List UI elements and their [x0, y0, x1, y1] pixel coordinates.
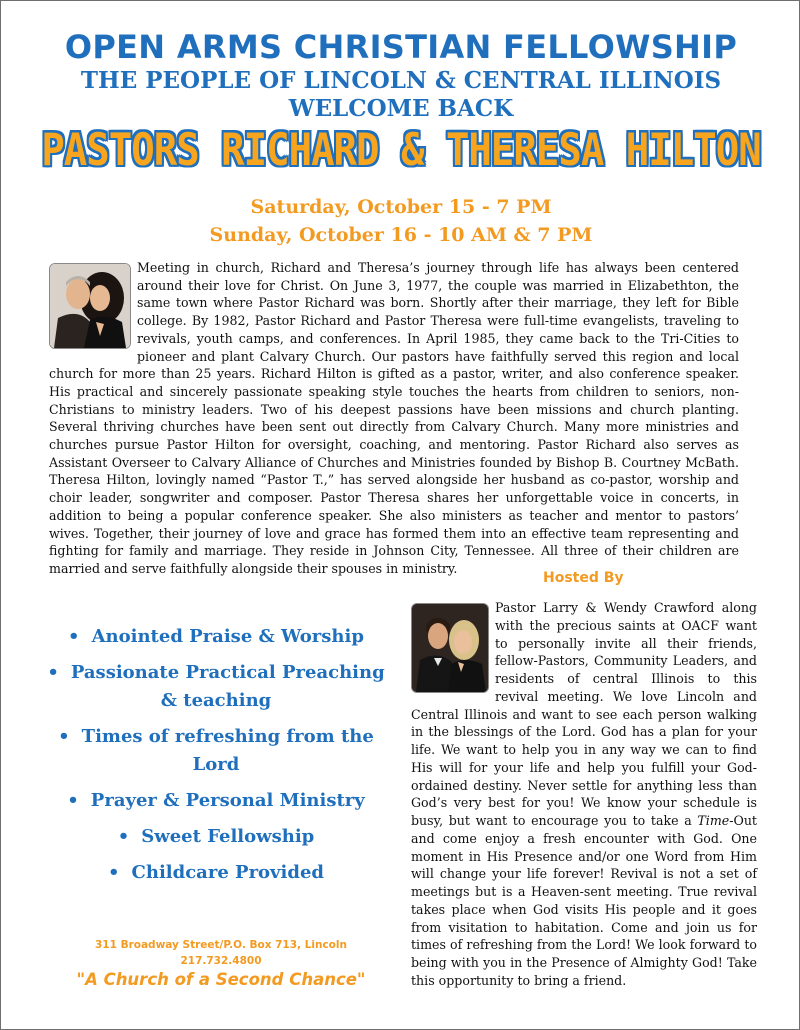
- feature-item: [31, 823, 401, 851]
- bullet-icon: •: [117, 826, 130, 847]
- people-line-heading: THE PEOPLE OF LINCOLN & CENTRAL ILLINOIS: [80, 67, 722, 94]
- feature-label: Prayer & Personal Ministry: [90, 790, 365, 811]
- host-text-start: Pastor Larry & Wendy Crawford along with the precious saints at OACF want to personally invite all their friends, fellow-Pastors, Community Leaders, and residents of central Illinois to this revival meeting. We love Lincoln and Central Illinois and want to see each person walking in the blessings of the Lord. God has a plan for your life. We want to help you in any way we can to find His will for your life and help you fulfill your God-ordained destiny. Never settle for anything less than God’s very best for you! We know your schedule is busy, but want to encourage you to take a: [411, 600, 757, 828]
- feature-item: [31, 859, 401, 887]
- feature-label: Times of refreshing from the Lord: [81, 726, 374, 775]
- bullet-icon: •: [67, 790, 79, 811]
- church-phone: 217.732.4800: [180, 955, 262, 967]
- church-slogan: "A Church of a Second Chance": [76, 970, 366, 989]
- welcome-line-heading: WELCOME BACK: [288, 95, 514, 122]
- intro-text: Meeting in church, Richard and Theresa’s journey through life has always been centered around their love for Christ. On June 3, 1977, the couple was married in Elizabethton, the same town where Pastor Richard was born. Shortly after their marriage, they left for Bible college. By 1982, Pastor Richard and Pastor Theresa were full-time evangelists, traveling to revivals, youth camps, and conferences. In April 1985, they came back to the Tri-Cities to pioneer and plant Calvary Church. Our pastors have faithfully served this region and local church for more than 25 years. Richard Hilton is gifted as a pastor, writer, and also conference speaker. His practical and sincerely passionate speaking style touches the hearts from children to seniors, non-Christians to ministry leaders. Two of his deepest passions have been missions and church planting. Several thriving churches have been sent out directly from Calvary Church. Many more ministries and churches pursue Pastor Hilton for oversight, coaching, and mentoring. Pastor Richard also serves as Assistant Overseer to Calvary Alliance of Churches and Ministries founded by Bishop B. Courtney McBath. Theresa Hilton, lovingly named “Pastor T.,” has served alongside her husband as co-pastor, worship and choir leader, songwriter and composer. Pastor Theresa shares her unforgettable voice in concerts, in addition to being a popular conference speaker. She also ministers as teacher and mentor to pastors’ wives. Together, their journey of love and grace has formed them into an effective team representing and fighting for family and marriage. They reside in Johnson City, Tennessee. All three of their children are married and serve faithfully alongside their spouses in ministry.: [49, 260, 739, 576]
- host-text-end: -Out and come enjoy a fresh encounter with God. One moment in His Presence and/or one Word from Him will change your life forever! Revival is not a set of meetings but is a Heaven-sent meeting. True revival takes place when God visits His people and it goes from visitation to habitation. Come and join us for times of refreshing from the Lord! We look forward to being with you in the Presence of Almighty God! Take this opportunity to bring a friend.: [411, 813, 757, 988]
- church-name-heading: OPEN ARMS CHRISTIAN FELLOWSHIP: [64, 28, 738, 66]
- crawford-couple-photo: [411, 603, 489, 693]
- features-list: [31, 623, 401, 895]
- date-sunday: Sunday, October 16 - 10 AM & 7 PM: [209, 224, 593, 246]
- feature-label: Passionate Practical Preaching & teaching: [70, 662, 385, 711]
- hilton-couple-photo: [49, 263, 131, 349]
- bullet-icon: •: [68, 626, 80, 647]
- pastors-name-heading: PASTORS RICHARD & THERESA HILTON: [41, 124, 761, 177]
- hilton-couple-photo-image: [50, 264, 130, 348]
- feature-label: Childcare Provided: [131, 862, 324, 883]
- feature-label: Anointed Praise & Worship: [91, 626, 364, 647]
- host-paragraph: [411, 599, 757, 990]
- bullet-icon: •: [58, 726, 70, 747]
- crawford-couple-photo-image: [412, 604, 488, 692]
- bullet-icon: •: [47, 662, 59, 683]
- church-address: 311 Broadway Street/P.O. Box 713, Lincoln: [95, 939, 347, 951]
- intro-paragraph: [49, 259, 739, 578]
- date-saturday: Saturday, October 15 - 7 PM: [250, 196, 552, 218]
- feature-item: [31, 723, 401, 779]
- bullet-icon: •: [108, 862, 120, 883]
- feature-label: Sweet Fellowship: [141, 826, 315, 847]
- hosted-by-label: Hosted By: [543, 570, 624, 586]
- time-word: Time: [697, 813, 730, 828]
- feature-item: [31, 623, 401, 651]
- feature-item: [31, 659, 401, 715]
- feature-item: [31, 787, 401, 815]
